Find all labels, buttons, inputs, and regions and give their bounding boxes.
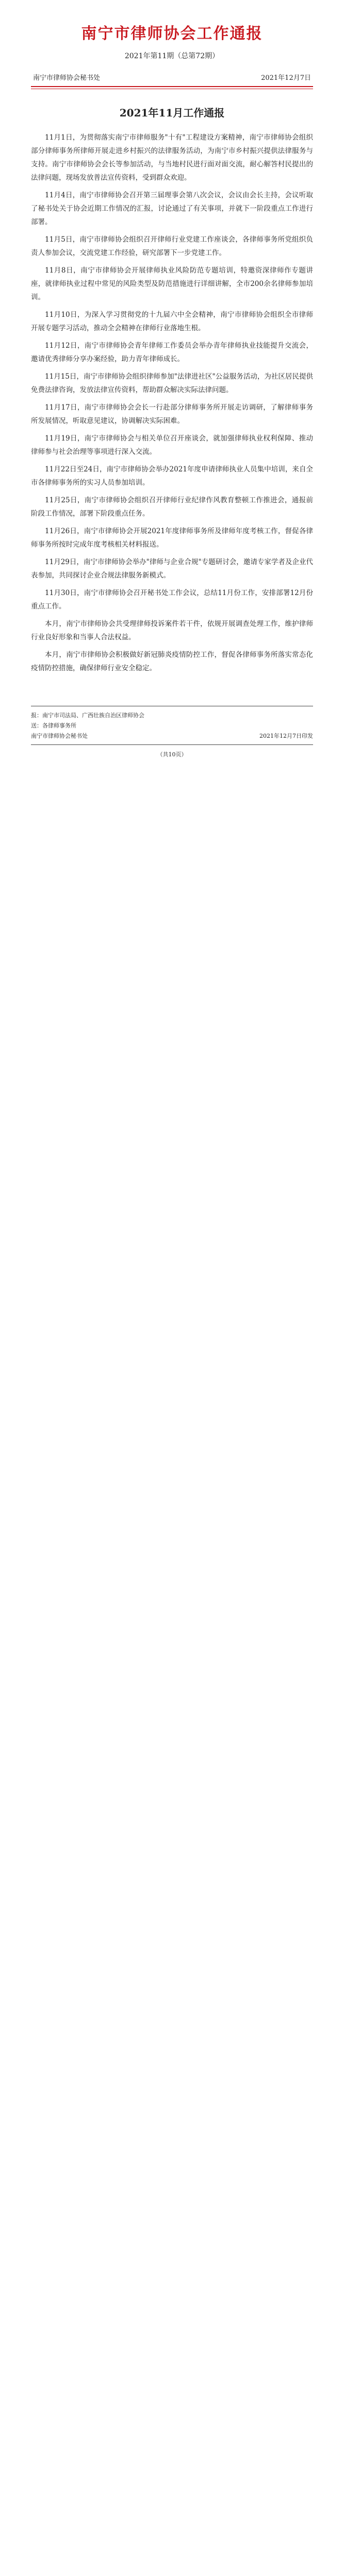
publish-date: 2021年12月7日 (261, 74, 311, 82)
report-paragraph: 11月22日至24日，南宁市律师协会举办2021年度申请律师执业人员集中培训，来自全市各律师事务所的实习人员参加培训。 (31, 465, 313, 487)
report-paragraph: 11月15日，南宁市律师协会组织律师参加"法律进社区"公益服务活动，为社区居民提供免费法律咨询，发放法律宣传资料，帮助群众解决实际法律问题。 (31, 372, 313, 394)
report-paragraph: 11月1日，为贯彻落实南宁市律师服务"十有"工程建设方案精神，南宁市律师协会组织部分律师事务所律师开展走进乡村振兴的法律服务活动，为南宁市乡村振兴提供法律服务与支持。南宁市律师协会会长等参加活动，与当地村民进行面对面交流，耐心解答村民提出的法律问题，现场发放普法宣传资料，受到群众欢迎。 (31, 133, 313, 182)
issue-number: 2021年第11期（总第72期） (124, 52, 220, 60)
report-paragraph: 11月17日，南宁市律师协会会长一行赴部分律师事务所开展走访调研，了解律师事务所发展情况，听取意见建议，协调解决实际困难。 (31, 403, 313, 425)
report-paragraph: 本月，南宁市律师协会共受理律师投诉案件若干件，依规开展调查处理工作，维护律师行业良好形象和当事人合法权益。 (31, 620, 313, 641)
report-paragraph: 11月25日，南宁市律师协会组织召开律师行业纪律作风教育整顿工作推进会，通报前阶段工作情况，部署下阶段重点任务。 (31, 496, 313, 518)
bulletin-title: 南宁市律师协会工作通报 (81, 25, 263, 43)
send-to: 报：南宁市司法局、广西壮族自治区律师协会 (31, 712, 144, 719)
report-paragraph: 11月19日，南宁市律师协会与相关单位召开座谈会，就加强律师执业权利保障、推动律师参与社会治理等事项进行深入交流。 (31, 434, 313, 456)
report-paragraph: 11月5日，南宁市律师协会组织召开律师行业党建工作座谈会，各律师事务所党组织负责人参加会议，交流党建工作经验，研究部署下一步党建工作。 (31, 235, 313, 257)
publisher-row (31, 72, 313, 82)
footer-rule (31, 744, 313, 745)
copy-to: 送：各律师事务所 (31, 722, 76, 729)
issuer-row (31, 731, 313, 741)
masthead (0, 0, 344, 82)
report-paragraph: 11月30日，南宁市律师协会召开秘书处工作会议，总结11月份工作，安排部署12月份重点工作。 (31, 589, 313, 611)
report-paragraph: 11月10日，为深入学习贯彻党的十九届六中全会精神，南宁市律师协会组织全市律师开展专题学习活动，推动全会精神在律师行业落地生根。 (31, 311, 313, 332)
bulletin-page (0, 0, 344, 758)
publisher: 南宁市律师协会秘书处 (33, 74, 101, 82)
document-heading: 2021年11月工作通报 (119, 107, 225, 119)
red-divider (31, 86, 313, 87)
report-paragraph: 本月，南宁市律师协会积极做好新冠肺炎疫情防控工作，督促各律师事务所落实常态化疫情防控措施，确保律师行业安全稳定。 (31, 651, 313, 672)
page-count: （共10页） (157, 751, 187, 758)
issuer: 南宁市律师协会秘书处 (31, 733, 88, 739)
footer (31, 706, 313, 745)
report-paragraph: 11月8日，南宁市律师协会开展律师执业风险防范专题培训，特邀资深律师作专题讲座，就律师执业过程中常见的风险类型及防范措施进行详细讲解，全市200余名律师参加培训。 (31, 266, 313, 301)
issued-date: 2021年12月7日印发 (259, 733, 313, 739)
report-paragraph: 11月12日，南宁市律师协会青年律师工作委员会举办青年律师执业技能提升交流会，邀请优秀律师分享办案经验，助力青年律师成长。 (31, 342, 313, 363)
report-body (0, 131, 344, 675)
report-paragraph: 11月26日，南宁市律师协会开展2021年度律师事务所及律师年度考核工作，督促各律师事务所按时完成年度考核相关材料报送。 (31, 527, 313, 549)
report-paragraph: 11月4日，南宁市律师协会召开第三届理事会第八次会议，会议由会长主持，会议听取了秘书处关于协会近期工作情况的汇报，讨论通过了有关事项，并就下一阶段重点工作进行部署。 (31, 191, 313, 226)
report-paragraph: 11月29日，南宁市律师协会举办"律师与企业合规"专题研讨会，邀请专家学者及企业代表参加，共同探讨企业合规法律服务新模式。 (31, 558, 313, 580)
